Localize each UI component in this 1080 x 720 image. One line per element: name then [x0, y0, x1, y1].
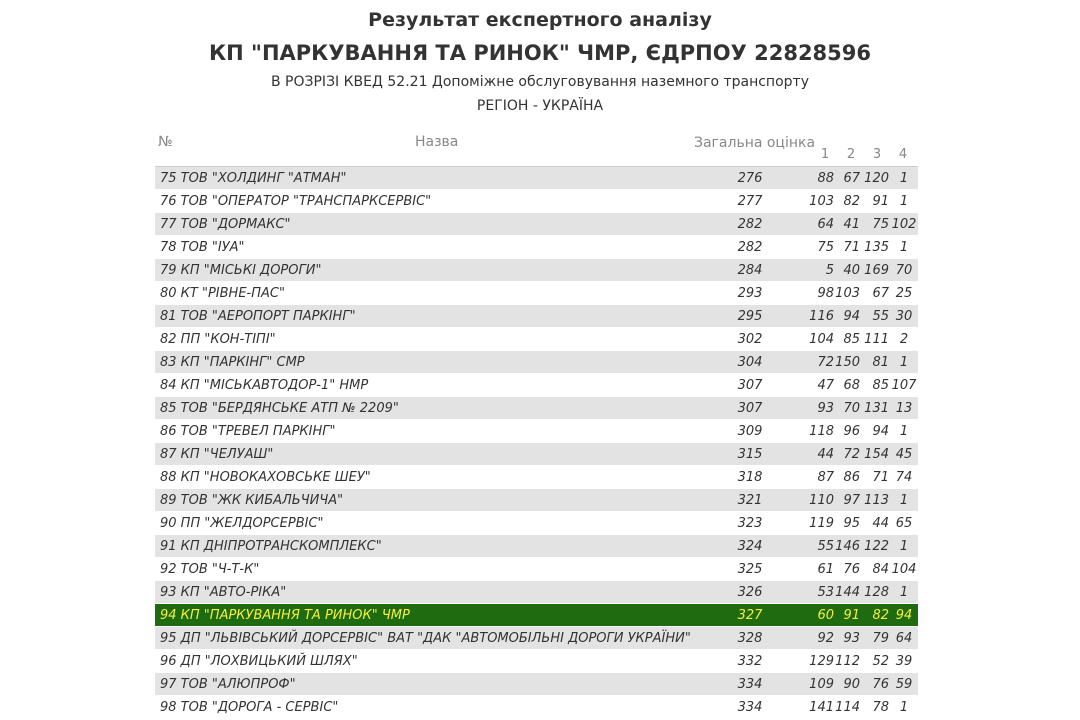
row-score-2: 97 — [843, 493, 860, 508]
column-header-2: 2 — [846, 147, 856, 162]
row-score-2: 112 — [835, 654, 860, 669]
row-total-score: 282 — [737, 217, 763, 232]
row-score-4: 102 — [891, 217, 917, 232]
row-name: 81 ТОВ "АЕРОПОРТ ПАРКІНГ" — [160, 309, 356, 324]
row-score-4: 25 — [895, 286, 913, 301]
row-score-4: 59 — [895, 677, 913, 692]
row-score-2: 68 — [843, 378, 860, 393]
row-total-score: 302 — [737, 332, 763, 347]
row-name: 97 ТОВ "АЛЮПРОФ" — [160, 677, 296, 692]
table-row — [155, 213, 918, 236]
row-score-3: 169 — [864, 263, 889, 278]
table-row — [155, 696, 918, 719]
row-score-3: 122 — [864, 539, 889, 554]
row-score-3: 94 — [872, 424, 889, 439]
row-score-4: 1 — [899, 194, 909, 209]
row-score-3: 154 — [864, 447, 889, 462]
row-score-2: 86 — [843, 470, 860, 485]
row-score-3: 84 — [872, 562, 889, 577]
table-row — [155, 282, 918, 305]
row-score-3: 111 — [864, 332, 889, 347]
table-row — [155, 673, 918, 696]
row-score-2: 40 — [843, 263, 860, 278]
row-total-score: 277 — [737, 194, 763, 209]
row-score-2: 85 — [843, 332, 860, 347]
row-total-score: 321 — [737, 493, 763, 508]
row-score-4: 1 — [899, 700, 909, 715]
row-score-4: 1 — [899, 355, 909, 370]
row-score-1: 47 — [817, 378, 834, 393]
row-score-4: 1 — [899, 424, 909, 439]
row-name: 89 ТОВ "ЖК КИБАЛЬЧИЧА" — [160, 493, 344, 508]
row-total-score: 295 — [737, 309, 763, 324]
row-score-3: 52 — [872, 654, 889, 669]
table-row-highlighted — [155, 604, 918, 627]
row-total-score: 334 — [737, 700, 763, 715]
row-score-1: 55 — [817, 539, 834, 554]
row-total-score: 326 — [737, 585, 763, 600]
table-row — [155, 489, 918, 512]
row-score-4: 94 — [895, 608, 913, 623]
row-score-3: 44 — [872, 516, 889, 531]
ranking-table — [155, 128, 918, 719]
row-score-3: 81 — [872, 355, 889, 370]
row-score-2: 70 — [843, 401, 860, 416]
row-score-1: 88 — [817, 171, 834, 186]
row-score-3: 55 — [872, 309, 889, 324]
row-score-2: 103 — [835, 286, 860, 301]
row-name: 82 ПП "КОН-ТІПІ" — [160, 332, 276, 347]
table-row — [155, 466, 918, 489]
row-name: 90 ПП "ЖЕЛДОРСЕРВІС" — [160, 516, 324, 531]
row-score-2: 76 — [843, 562, 860, 577]
row-name: 75 ТОВ "ХОЛДИНГ "АТМАН" — [160, 171, 347, 186]
row-score-1: 109 — [809, 677, 834, 692]
row-score-4: 2 — [899, 332, 909, 347]
row-score-1: 72 — [817, 355, 834, 370]
row-name: 92 ТОВ "Ч-Т-К" — [160, 562, 260, 577]
row-score-2: 95 — [843, 516, 860, 531]
row-score-3: 67 — [872, 286, 889, 301]
row-name: 86 ТОВ "ТРЕВЕЛ ПАРКІНГ" — [160, 424, 336, 439]
row-score-2: 91 — [843, 608, 860, 623]
row-score-2: 144 — [835, 585, 860, 600]
row-name: 94 КП "ПАРКУВАННЯ ТА РИНОК" ЧМР — [160, 608, 410, 623]
row-total-score: 293 — [737, 286, 763, 301]
row-score-2: 72 — [843, 447, 860, 462]
row-score-3: 71 — [872, 470, 889, 485]
row-total-score: 307 — [737, 378, 763, 393]
row-score-4: 107 — [891, 378, 917, 393]
row-score-4: 65 — [895, 516, 913, 531]
row-total-score: 328 — [737, 631, 763, 646]
row-score-3: 75 — [872, 217, 889, 232]
row-score-1: 93 — [817, 401, 834, 416]
row-score-1: 118 — [809, 424, 834, 439]
row-name: 85 ТОВ "БЕРДЯНСЬКЕ АТП № 2209" — [160, 401, 399, 416]
row-score-3: 78 — [872, 700, 889, 715]
table-row — [155, 328, 918, 351]
table-row — [155, 305, 918, 328]
row-total-score: 318 — [737, 470, 763, 485]
row-score-1: 61 — [817, 562, 834, 577]
row-score-2: 96 — [843, 424, 860, 439]
row-score-2: 41 — [843, 217, 860, 232]
row-score-4: 39 — [895, 654, 913, 669]
row-total-score: 325 — [737, 562, 763, 577]
row-name: 93 КП "АВТО-РІКА" — [160, 585, 287, 600]
row-score-1: 44 — [817, 447, 834, 462]
row-score-2: 93 — [843, 631, 860, 646]
row-score-3: 91 — [872, 194, 889, 209]
row-score-2: 114 — [835, 700, 860, 715]
row-name: 96 ДП "ЛОХВИЦЬКИЙ ШЛЯХ" — [160, 654, 358, 669]
table-row — [155, 627, 918, 650]
row-name: 88 КП "НОВОКАХОВСЬКЕ ШЕУ" — [160, 470, 371, 485]
row-name: 78 ТОВ "ІУА" — [160, 240, 245, 255]
table-row — [155, 351, 918, 374]
row-score-4: 104 — [891, 562, 917, 577]
row-score-4: 1 — [899, 240, 909, 255]
row-score-4: 1 — [899, 539, 909, 554]
row-score-1: 119 — [809, 516, 834, 531]
row-score-3: 120 — [864, 171, 889, 186]
row-total-score: 282 — [737, 240, 763, 255]
row-total-score: 309 — [737, 424, 763, 439]
row-name: 91 КП ДНІПРОТРАНСКОМПЛЕКС" — [160, 539, 382, 554]
row-score-2: 82 — [843, 194, 860, 209]
row-score-1: 60 — [817, 608, 834, 623]
report-title: Результат експертного аналізу — [368, 9, 712, 31]
row-score-1: 87 — [817, 470, 834, 485]
row-score-1: 64 — [817, 217, 834, 232]
row-score-3: 135 — [864, 240, 889, 255]
row-name: 98 ТОВ "ДОРОГА - СЕРВІС" — [160, 700, 339, 715]
table-row — [155, 558, 918, 581]
row-score-4: 1 — [899, 585, 909, 600]
row-score-3: 131 — [864, 401, 889, 416]
table-row — [155, 259, 918, 282]
row-score-1: 104 — [809, 332, 834, 347]
table-row — [155, 443, 918, 466]
row-score-3: 79 — [872, 631, 889, 646]
row-name: 87 КП "ЧЕЛУАШ" — [160, 447, 274, 462]
row-score-3: 85 — [872, 378, 889, 393]
table-header — [155, 128, 918, 167]
row-total-score: 284 — [737, 263, 763, 278]
row-score-1: 98 — [817, 286, 834, 301]
row-score-4: 74 — [895, 470, 913, 485]
column-header-name: Назва — [415, 134, 459, 150]
row-score-1: 116 — [809, 309, 834, 324]
row-score-4: 45 — [895, 447, 913, 462]
row-score-1: 5 — [825, 263, 834, 278]
table-row — [155, 190, 918, 213]
column-header-number: № — [158, 134, 173, 150]
table-row — [155, 512, 918, 535]
column-header-3: 3 — [872, 147, 882, 162]
row-name: 77 ТОВ "ДОРМАКС" — [160, 217, 291, 232]
row-total-score: 332 — [737, 654, 763, 669]
row-score-3: 82 — [872, 608, 889, 623]
row-score-1: 110 — [809, 493, 834, 508]
row-score-1: 75 — [817, 240, 834, 255]
company-heading: КП "ПАРКУВАННЯ ТА РИНОК" ЧМР, ЄДРПОУ 22828596 — [208, 41, 872, 65]
row-score-4: 1 — [899, 171, 909, 186]
row-score-3: 76 — [872, 677, 889, 692]
row-name: 80 КТ "РІВНЕ-ПАС" — [160, 286, 285, 301]
table-row — [155, 397, 918, 420]
table-row — [155, 535, 918, 558]
row-total-score: 276 — [737, 171, 763, 186]
kved-subtitle: В РОЗРІЗІ КВЕД 52.21 Допоміжне обслуговування наземного транспорту — [271, 74, 809, 90]
row-total-score: 304 — [737, 355, 763, 370]
row-score-4: 70 — [895, 263, 913, 278]
row-score-1: 92 — [817, 631, 834, 646]
table-row — [155, 374, 918, 397]
row-score-4: 13 — [895, 401, 913, 416]
table-row — [155, 420, 918, 443]
row-total-score: 307 — [737, 401, 763, 416]
table-row — [155, 167, 918, 190]
row-name: 76 ТОВ "ОПЕРАТОР "ТРАНСПАРКСЕРВІС" — [160, 194, 432, 209]
column-header-4: 4 — [898, 147, 908, 162]
row-score-3: 113 — [864, 493, 889, 508]
row-score-1: 103 — [809, 194, 834, 209]
row-score-1: 53 — [817, 585, 834, 600]
row-score-1: 129 — [809, 654, 834, 669]
row-score-4: 30 — [895, 309, 913, 324]
row-name: 83 КП "ПАРКІНГ" СМР — [160, 355, 305, 370]
row-total-score: 334 — [737, 677, 763, 692]
row-score-2: 90 — [843, 677, 860, 692]
table-body — [155, 167, 918, 719]
row-score-4: 1 — [899, 493, 909, 508]
row-total-score: 315 — [737, 447, 763, 462]
row-score-2: 71 — [843, 240, 860, 255]
row-name: 95 ДП "ЛЬВІВСЬКИЙ ДОРСЕРВІС" ВАТ "ДАК "АВТОМОБІЛЬНІ ДОРОГИ УКРАЇНИ" — [160, 631, 691, 646]
row-score-2: 67 — [843, 171, 860, 186]
row-name: 84 КП "МІСЬКАВТОДОР-1" НМР — [160, 378, 369, 393]
row-score-2: 94 — [843, 309, 860, 324]
region-subtitle: РЕГІОН - УКРАЇНА — [476, 98, 604, 114]
table-row — [155, 236, 918, 259]
row-score-4: 64 — [895, 631, 913, 646]
row-total-score: 323 — [737, 516, 763, 531]
row-name: 79 КП "МІСЬКІ ДОРОГИ" — [160, 263, 322, 278]
table-row — [155, 650, 918, 673]
row-total-score: 324 — [737, 539, 763, 554]
row-score-3: 128 — [864, 585, 889, 600]
row-score-2: 150 — [835, 355, 860, 370]
row-score-1: 141 — [809, 700, 834, 715]
column-header-total: Загальна оцінка — [694, 135, 816, 151]
row-score-2: 146 — [835, 539, 860, 554]
table-row — [155, 581, 918, 604]
column-header-1: 1 — [820, 147, 830, 162]
row-total-score: 327 — [737, 608, 763, 623]
